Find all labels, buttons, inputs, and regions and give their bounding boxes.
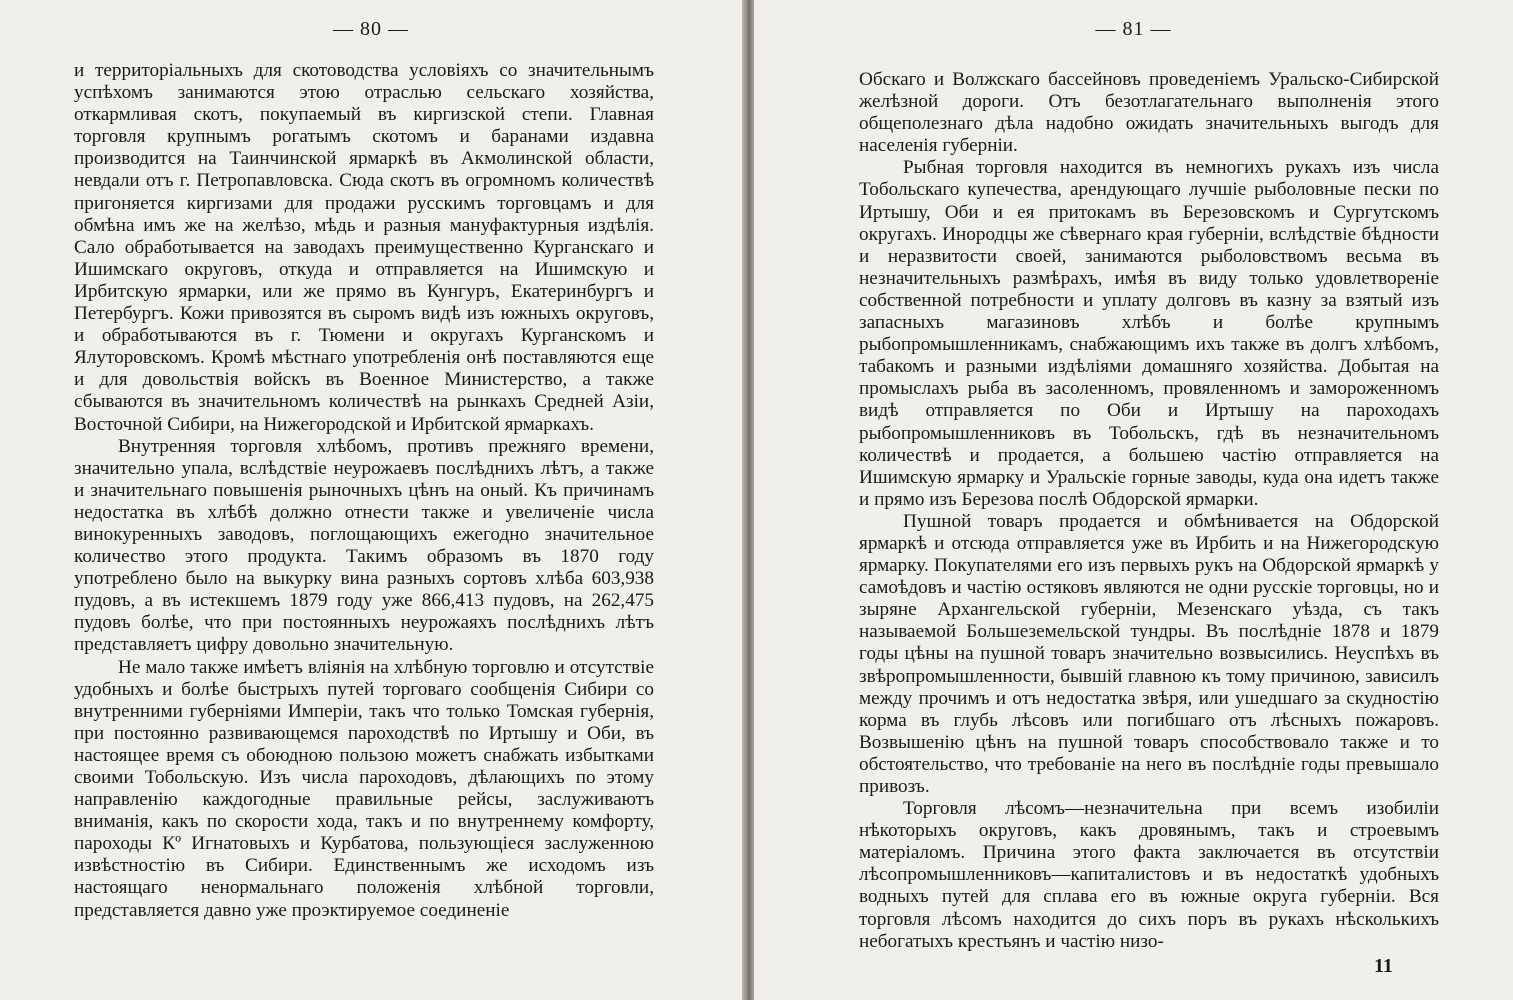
right-page — [754, 0, 1513, 1000]
signature-mark: 11 — [1374, 955, 1393, 977]
paragraph: Не мало также имѣетъ вліянія на хлѣбную торговлю и отсутствіе удобныхъ и болѣе быстрыхъ путей торговаго сообщенія Сибири со внутренними губерніями Имперіи, такъ что только Томская губернія, при постоянно развивающемся пароходствѣ по Иртышу и Оби, въ настоящее время съ обоюдною пользою можетъ снабжать избытками своими Тобольскую. Изъ числа пароходовъ, дѣлающихъ по этому направленію каждогодные правильные рейсы, заслуживаютъ вниманія, какъ по скорости хода, такъ и по внутреннему комфорту, пароходы Кº Игнатовыхъ и Курбатова, пользующіеся заслуженною извѣстностію въ Сибири. Единственнымъ же исходомъ изъ настоящаго ненормальнаго положенія хлѣбной торговли, представляется давно уже проэктируемое соединеніе — [74, 656, 654, 921]
paragraph: Торговля лѣсомъ—незначительна при всемъ изобиліи нѣкоторыхъ округовъ, какъ дровянымъ, такъ и строевымъ матеріаломъ. Причина этого факта заключается въ отсутствіи лѣсопромышленниковъ—капиталистовъ и въ недостаткѣ удобныхъ водныхъ путей для сплава его въ южные округа губерніи. Вся торговля лѣсомъ находится до сихъ поръ въ рукахъ нѣсколькихъ небогатыхъ крестьянъ и частію низо- — [859, 798, 1439, 952]
page-text — [74, 60, 654, 922]
page-number: — 80 — — [333, 18, 409, 40]
left-page — [0, 0, 742, 1000]
book-gutter — [742, 0, 754, 1000]
paragraph: Пушной товаръ продается и обмѣнивается на Обдорской ярмаркѣ и отсюда отправляется уже въ Ирбить и на Нижегородскую ярмарку. Покупателями его изъ первыхъ рукъ на Обдорской ярмаркѣ у самоѣдовъ и частію остяковъ являются не одни русскіе торговцы, но и зыряне Архангельской губерніи, Мезенскаго уѣзда, съ такъ называемой Большеземельской тундры. Въ послѣдніе 1878 и 1879 годы цѣны на пушной товаръ значительно возвысились. Неуспѣхъ въ звѣропромышленности, бывшій главною къ тому причиною, зависилъ между прочимъ и отъ недостатка звѣря, или ушедшаго за скудностію корма въ глубь лѣсовъ или погибшаго отъ лѣсныхъ пожаровъ. Возвышенію цѣнъ на пушной товаръ способствовало также и то обстоятельство, что требованіе на него въ послѣдніе годы превышало привозъ. — [859, 510, 1439, 797]
paragraph: и территоріальныхъ для скотоводства условіяхъ со значительнымъ успѣхомъ занимаются этою отраслью сельскаго хозяйства, откармливая скотъ, покупаемый въ киргизской степи. Главная торговля крупнымъ рогатымъ скотомъ и баранами издавна производится на Таинчинской ярмаркѣ въ Акмолинской области, невдали отъ г. Петропавловска. Сюда скотъ въ огромномъ количествѣ пригоняется киргизами для продажи русскимъ торговцамъ и для обмѣна имъ же на желѣзо, мѣдь и разныя мануфактурныя издѣлія. Сало обработывается на заводахъ преимущественно Курганскаго и Ишимскаго округовъ, откуда и отправляется на Ишимскую и Ирбитскую ярмарки, или же прямо въ Кунгуръ, Екатеринбургъ и Петербургъ. Кожи привозятся въ сыромъ видѣ изъ южныхъ округовъ, и обработываются въ г. Тюмени и округахъ Курганскомъ и Ялуторовскомъ. Кромѣ мѣстнаго употребленія онѣ поставляются еще и для довольствія войскъ въ Военное Министерство, а также сбываются въ значительномъ количествѣ на рынкахъ Средней Азіи, Восточной Сибири, на Нижегородской и Ирбитской ярмаркахъ. — [74, 60, 654, 435]
paragraph: Рыбная торговля находится въ немногихъ рукахъ изъ числа Тобольскаго купечества, арендующаго лучшіе рыболовные пески по Иртышу, Оби и ея притокамъ въ Березовскомъ и Сургутскомъ округахъ. Инородцы же сѣвернаго края губерніи, вслѣдствіе бѣдности и неразвитости своей, занимаются рыболовствомъ весьма въ незначительныхъ размѣрахъ, имѣя въ виду только удовлетвореніе собственной потребности и уплату долговъ въ казну за взятый изъ запасныхъ магазиновъ хлѣбъ и болѣе крупнымъ рыбопромышленникамъ, снабжающимъ ихъ также въ долгъ хлѣбомъ, табакомъ и разными издѣліями домашняго хозяйства. Добытая на промыслахъ рыба въ засоленномъ, провяленномъ и замороженномъ видѣ отправляется по Оби и Иртышу на пароходахъ рыбопромышленниковъ въ Тобольскъ, гдѣ въ незначительномъ количествѣ и продается, а большею частію отправляется на Ишимскую ярмарку и Уральскіе горные заводы, куда она идетъ также и прямо изъ Березова послѣ Обдорской ярмарки. — [859, 157, 1439, 510]
paragraph: Внутренняя торговля хлѣбомъ, противъ прежняго времени, значительно упала, вслѣдствіе неурожаевъ послѣднихъ лѣтъ, а также и значительнаго повышенія рыночныхъ цѣнъ на оный. Къ причинамъ недостатка въ хлѣбѣ должно отнести также и увеличеніе числа винокуренныхъ заводовъ, поглощающихъ ежегодно значительное количество этого продукта. Такимъ образомъ въ 1870 году употреблено было на выкурку вина разныхъ сортовъ хлѣба 603,938 пудовъ, а въ истекшемъ 1879 году уже 866,413 пудовъ, на 262,475 пудовъ болѣе, что при постоянныхъ неурожаяхъ послѣднихъ лѣтъ представляетъ цифру довольно значительную. — [74, 435, 654, 656]
paragraph: Обскаго и Волжскаго бассейновъ проведеніемъ Уральско-Сибирской желѣзной дороги. Отъ безотлагательнаго выполненія этого общеполезнаго дѣла надобно ожидать значительныхъ выгодъ для населенія губерніи. — [859, 69, 1439, 157]
page-text — [859, 69, 1439, 953]
page-number: — 81 — — [1095, 18, 1172, 40]
